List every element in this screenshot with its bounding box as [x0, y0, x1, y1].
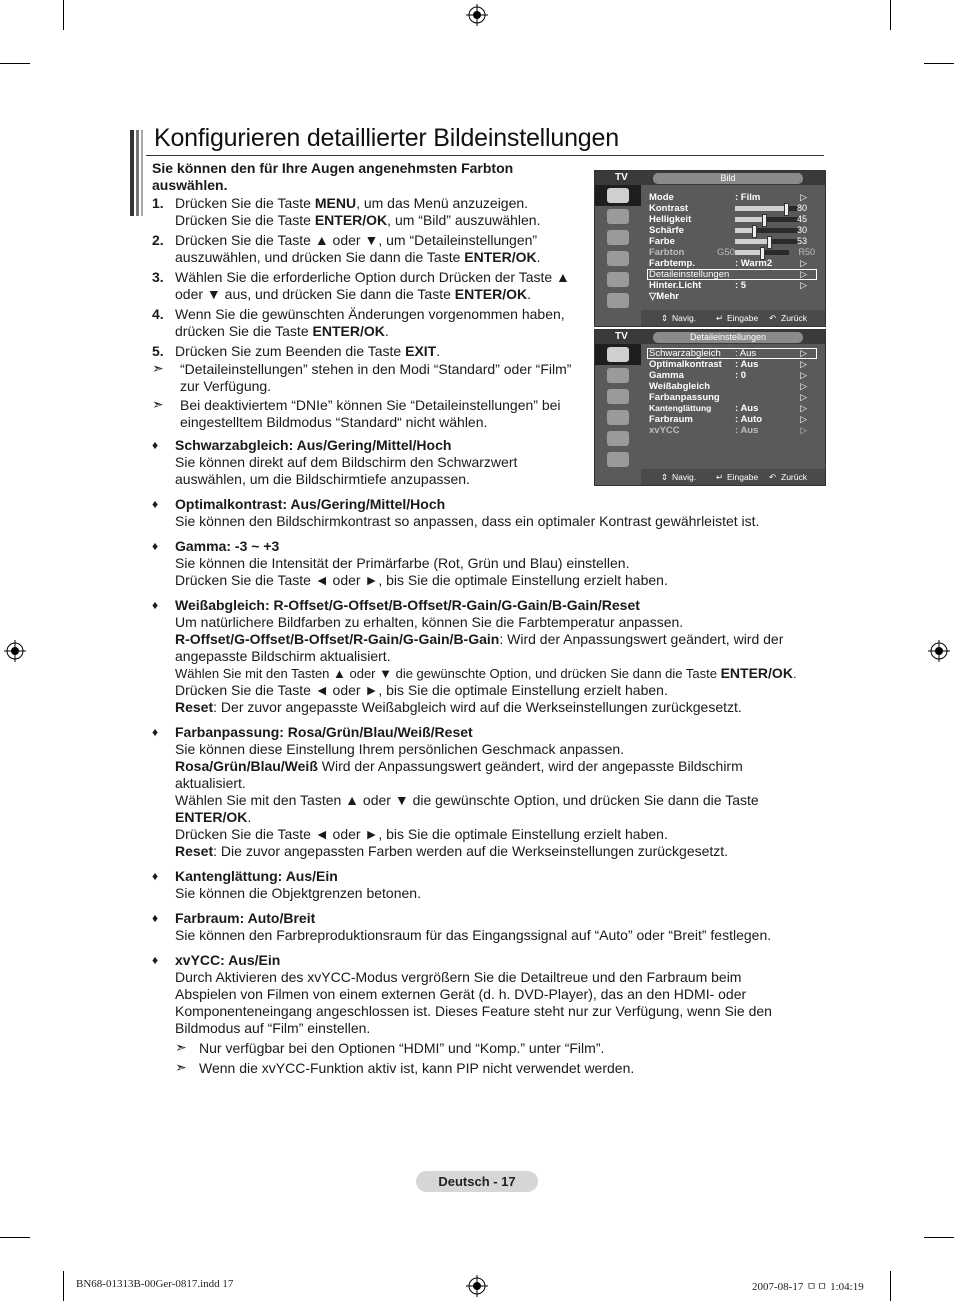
footer-file: BN68-01313B-00Ger-0817.indd 17 — [76, 1278, 234, 1290]
menu-row-optimalkontrast[interactable] — [647, 359, 817, 370]
bullet-list — [152, 437, 812, 1085]
step-key: ENTER/OK — [464, 249, 537, 265]
enter-icon: ↵ — [716, 472, 724, 482]
step-key: EXIT — [405, 343, 437, 359]
menu-header: Detaileinstellungen — [653, 332, 803, 343]
menu-row-value: : 5 — [735, 280, 747, 291]
bullet-text — [175, 665, 812, 682]
diamond-icon: ♦ — [152, 869, 159, 883]
bullet-kantenglaettung — [152, 868, 812, 902]
note-text: “Detaileinstellungen” stehen in den Modi “Standard” oder “Film” zur Verfügung. — [180, 361, 572, 394]
step-number: 3. — [152, 269, 164, 285]
bullet-heading: Optimalkontrast: Aus/Gering/Mittel/Hoch — [175, 496, 446, 512]
arrow-right-icon: ▷ — [800, 280, 807, 290]
registration-mark-icon — [928, 640, 950, 662]
bullet-text: Wird der Anpassungswert geändert, wird der angepasste Bildschirm aktualisiert. — [175, 758, 743, 791]
step-number: 2. — [152, 232, 164, 248]
footer-date: 2007-08-17 ㅁㅁ 1:04:19 — [752, 1281, 864, 1293]
menu-row-label: Weißabgleich — [649, 381, 711, 392]
menu-row-number: 45 — [796, 214, 807, 224]
footer-nav-label: Navig. — [672, 472, 697, 482]
crop-mark — [0, 63, 30, 64]
note-arrow-icon: ➣ — [175, 1059, 187, 1075]
crop-mark — [890, 0, 891, 30]
slider-kontrast[interactable] — [735, 206, 799, 211]
bullet-heading: Farbraum: Auto/Breit — [175, 910, 316, 926]
registration-mark-icon — [466, 1275, 488, 1297]
arrow-right-icon: ▷ — [800, 192, 807, 202]
step-text: Drücken Sie zum Beenden die Taste — [175, 343, 406, 359]
bullet-heading: Farbanpassung: Rosa/Grün/Blau/Weiß/Reset — [175, 724, 473, 740]
step-number: 4. — [152, 306, 164, 322]
menu-row-detaileinstellungen[interactable] — [647, 269, 817, 280]
bullet-heading: Kantenglättung: Aus/Ein — [175, 868, 338, 884]
bullet-text — [175, 843, 795, 860]
bullet-heading: Gamma: -3 ~ +3 — [175, 538, 280, 554]
bullet-text: Sie können den Farbreproduktionsraum für das Eingangssignal auf “Auto” oder “Breit” festlegen. — [175, 927, 772, 943]
crop-mark — [890, 1271, 891, 1301]
arrow-right-icon: ▷ — [800, 381, 807, 391]
menu-row-label: ▽Mehr — [649, 291, 680, 302]
slider-farbe[interactable] — [735, 239, 799, 244]
step-text: , um “Bild” auszuwählen. — [387, 212, 541, 228]
bullet-keyword: Rosa/Grün/Blau/Weiß — [175, 758, 318, 774]
step-item — [152, 195, 582, 229]
menu-row-value: : Aus — [735, 425, 759, 436]
bullet-farbanpassung — [152, 724, 795, 860]
bullet-keyword: ENTER/OK — [720, 665, 793, 681]
step-text: Wählen Sie die erforderliche Option durch Drücken der Taste ▲ oder ▼ aus, und drücken Sie dann die Taste — [175, 269, 570, 302]
menu-row-schwarzabgleich[interactable] — [647, 348, 817, 359]
menu-row-value: : Aus — [735, 403, 759, 414]
diamond-icon: ♦ — [152, 497, 159, 511]
bullet-heading: Schwarzabgleich: Aus/Gering/Mittel/Hoch — [175, 437, 452, 453]
menu-row-helligkeit[interactable] — [647, 214, 817, 225]
bullet-schwarzabgleich — [152, 437, 575, 488]
bullet-text: . — [247, 809, 252, 825]
diamond-icon: ♦ — [152, 598, 159, 612]
menu-row-kontrast[interactable] — [647, 203, 817, 214]
menu-row-mode[interactable] — [647, 192, 817, 203]
step-item — [152, 306, 582, 340]
menu-row-weissabgleich[interactable] — [647, 381, 817, 392]
title-decoration — [130, 130, 144, 216]
crop-mark — [0, 1237, 30, 1238]
footer-nav-label: Navig. — [672, 313, 697, 323]
bullet-keyword: ENTER/OK — [175, 809, 248, 825]
bullet-text: Durch Aktivieren des xvYCC-Modus vergrößern Sie die Detailtreue und den Farbraum beim Abspielen von Filmen von einem externen Gerät (d. h. DVD-Player), das an den HDMI- oder Komponenteneingang angeschlossen ist. Dieses Feature steht nur zur Verfügung, wenn Sie den Bildmodus auf “Film” einstellen. — [175, 969, 772, 1036]
step-number: 5. — [152, 343, 164, 359]
menu-row-mehr[interactable] — [647, 291, 817, 302]
channel-icon[interactable] — [595, 386, 641, 407]
bullet-text: Sie können die Intensität der Primärfarbe (Rot, Grün und Blau) einstellen. — [175, 555, 630, 571]
slider-helligkeit[interactable] — [735, 217, 799, 222]
arrow-right-icon: ▷ — [800, 258, 807, 268]
menu-row-farbton[interactable] — [647, 247, 817, 258]
menu-topbar — [595, 171, 825, 185]
bullet-xvycc — [152, 952, 785, 1077]
bullet-text: Sie können diese Einstellung Ihrem persönlichen Geschmack anpassen. — [175, 741, 625, 757]
menu-row-label: Farbraum — [649, 414, 693, 425]
step-item — [152, 343, 582, 360]
menu-row-value: : Aus — [735, 348, 757, 359]
menu-row-number: 80 — [796, 203, 807, 213]
menu-row-label: Farbtemp. — [649, 258, 695, 269]
sound-icon[interactable] — [595, 365, 641, 386]
footer-enter-label: Eingabe — [727, 472, 759, 482]
page-title: Konfigurieren detaillierter Bildeinstellungen — [154, 124, 619, 152]
title-rule — [146, 155, 824, 156]
menu-row-label: Gamma — [649, 370, 684, 381]
arrow-right-icon: ▷ — [800, 359, 807, 369]
menu-header: Bild — [653, 173, 803, 184]
note-item — [152, 361, 582, 395]
menu-row-label: Farbton — [649, 247, 685, 258]
note-text: Bei deaktiviertem “DNIe” können Sie “Detaileinstellungen” bei eingestelltem Bildmodus “Standard“ nicht wählen. — [180, 397, 561, 430]
registration-mark-icon — [466, 4, 488, 26]
steps-list — [152, 195, 582, 433]
step-text: , um das Menü anzuzeigen. Drücken Sie die Taste — [175, 195, 529, 228]
note-arrow-icon: ➣ — [175, 1039, 187, 1055]
menu-row-label: xvYCC — [649, 425, 680, 436]
enter-icon: ↵ — [716, 313, 724, 323]
slider-schaerfe[interactable] — [735, 228, 799, 233]
menu-row-farbtemp[interactable] — [647, 258, 817, 269]
nav-icon: ⇕ — [661, 313, 669, 323]
step-text: . — [436, 343, 441, 359]
menu-row-farbraum[interactable] — [647, 414, 817, 425]
tv-menu-bild — [594, 170, 826, 327]
menu-row-value: : 0 — [735, 370, 747, 381]
return-icon: ↶ — [769, 313, 777, 323]
menu-row-kantenglaettung[interactable] — [647, 403, 817, 414]
bullet-text: : Der zuvor angepasste Weißabgleich wird auf die Werkseinstellungen zurückgesetzt. — [213, 699, 742, 715]
menu-row-value: G50 — [717, 247, 735, 258]
menu-row-label: Detaileinstellungen — [649, 269, 730, 280]
menu-row-hinterlicht[interactable] — [647, 280, 817, 291]
menu-row-schaerfe[interactable] — [647, 225, 817, 236]
step-item — [152, 269, 582, 303]
menu-row-value: : Film — [735, 192, 761, 203]
arrow-right-icon: ▷ — [800, 403, 807, 413]
step-key: ENTER/OK — [454, 286, 528, 302]
menu-row-value: : Auto — [735, 414, 763, 425]
arrow-right-icon: ▷ — [800, 392, 807, 402]
bullet-text: . — [792, 666, 797, 681]
note-item — [152, 397, 582, 431]
step-text: . — [527, 286, 532, 302]
menu-rows — [647, 192, 817, 302]
crop-mark — [924, 1237, 954, 1238]
pip-icon[interactable] — [595, 290, 641, 311]
menu-row-number: 53 — [796, 236, 807, 246]
menu-row-label: Helligkeit — [649, 214, 692, 225]
arrow-right-icon: ▷ — [800, 370, 807, 380]
arrow-right-icon: ▷ — [800, 269, 807, 279]
crop-mark — [63, 0, 64, 30]
arrow-right-icon: ▷ — [800, 425, 807, 435]
registration-mark-icon — [4, 640, 26, 662]
menu-row-label: Hinter.Licht — [649, 280, 702, 291]
picture-icon[interactable] — [595, 344, 641, 365]
menu-row-number: R50 — [798, 247, 815, 257]
menu-rows — [647, 348, 817, 436]
bullet-text: Wählen Sie mit den Tasten ▲ oder ▼ die gewünschte Option, und drücken Sie dann die Taste — [175, 792, 759, 808]
menu-row-label: Kantenglättung — [649, 403, 712, 413]
bullet-text: Drücken Sie die Taste ◄ oder ►, bis Sie die optimale Einstellung erzielt haben. — [175, 572, 668, 588]
step-key: ENTER/OK — [314, 212, 388, 228]
menu-row-xvycc[interactable] — [647, 425, 817, 436]
note-item — [175, 1040, 785, 1057]
footer-back-label: Zurück — [781, 313, 807, 323]
step-number: 1. — [152, 195, 164, 211]
bullet-text: Sie können direkt auf dem Bildschirm den Schwarzwert auswählen, um die Bildschirmtiefe anzupassen. — [175, 454, 518, 487]
bullet-text: Sie können den Bildschirmkontrast so anpassen, dass ein optimaler Kontrast gewährleistet ist. — [175, 513, 760, 529]
note-arrow-icon: ➣ — [152, 396, 164, 412]
menu-tv-label: TV — [615, 172, 628, 183]
bullet-text: Drücken Sie die Taste ◄ oder ►, bis Sie die optimale Einstellung erzielt haben. — [175, 682, 668, 698]
bullet-text — [175, 758, 795, 792]
diamond-icon: ♦ — [152, 953, 159, 967]
setup-icon[interactable] — [595, 248, 641, 269]
menu-row-label: Schwarzabgleich — [649, 348, 721, 359]
bullet-heading: xvYCC: Aus/Ein — [175, 952, 281, 968]
menu-row-label: Farbe — [649, 236, 675, 247]
menu-row-value: : Warm2 — [735, 258, 773, 269]
bullet-keyword: Reset — [175, 699, 214, 715]
step-key: ENTER/OK — [312, 323, 385, 339]
bullet-text — [175, 792, 795, 826]
footer-enter-label: Eingabe — [727, 313, 759, 323]
bullet-text: : Wird der Anpassungswert geändert, wird der angepasste Bildschirm aktualisiert. — [175, 631, 784, 664]
menu-row-farbe[interactable] — [647, 236, 817, 247]
menu-footer — [641, 310, 825, 326]
bullet-text: Wählen Sie mit den Tasten ▲ oder ▼ die gewünschte Option, und drücken Sie dann die Taste — [175, 666, 721, 681]
diamond-icon: ♦ — [152, 539, 159, 553]
bullet-text: Sie können die Objektgrenzen betonen. — [175, 885, 421, 901]
menu-row-gamma[interactable] — [647, 370, 817, 381]
bullet-keyword: Reset — [175, 843, 214, 859]
menu-row-label: Schärfe — [649, 225, 684, 236]
note-arrow-icon: ➣ — [152, 360, 164, 376]
channel-icon[interactable] — [595, 227, 641, 248]
bullet-text — [175, 631, 812, 665]
menu-row-value: : Aus — [735, 359, 759, 370]
bullet-gamma — [152, 538, 812, 589]
menu-row-label: Mode — [649, 192, 674, 203]
bullet-text: : Die zuvor angepassten Farben werden auf die Werkseinstellungen zurückgesetzt. — [213, 843, 729, 859]
menu-row-label: Farbanpassung — [649, 392, 720, 403]
diamond-icon: ♦ — [152, 725, 159, 739]
step-text: . — [536, 249, 541, 265]
crop-mark — [924, 63, 954, 64]
sound-icon[interactable] — [595, 206, 641, 227]
note-text: Nur verfügbar bei den Optionen “HDMI” und “Komp.” unter “Film”. — [199, 1040, 605, 1056]
menu-tv-label: TV — [615, 331, 628, 342]
picture-icon[interactable] — [595, 185, 641, 206]
diamond-icon: ♦ — [152, 438, 159, 452]
note-item — [175, 1060, 785, 1077]
return-icon: ↶ — [769, 472, 777, 482]
menu-row-label: Optimalkontrast — [649, 359, 722, 370]
step-text: Drücken Sie die Taste — [175, 195, 315, 211]
menu-row-farbanpassung[interactable] — [647, 392, 817, 403]
step-text: . — [384, 323, 389, 339]
menu-row-number: 30 — [796, 225, 807, 235]
bullet-text: Um natürlichere Bildfarben zu erhalten, können Sie die Farbtemperatur anpassen. — [175, 614, 684, 630]
nav-icon: ⇕ — [661, 472, 669, 482]
menu-sidebar — [595, 185, 641, 310]
page-number-badge: Deutsch - 17 — [416, 1171, 538, 1192]
menu-topbar — [595, 330, 825, 344]
bullet-farbraum — [152, 910, 812, 944]
input-icon[interactable] — [595, 269, 641, 290]
bullet-weissabgleich — [152, 597, 812, 716]
intro-text: Sie können den für Ihre Augen angenehmsten Farbton auswählen. — [152, 160, 514, 193]
bullet-text — [175, 699, 812, 716]
step-item — [152, 232, 582, 266]
arrow-right-icon: ▷ — [800, 414, 807, 424]
menu-row-label: Kontrast — [649, 203, 689, 214]
arrow-right-icon: ▷ — [800, 348, 807, 358]
step-key: MENU — [314, 195, 357, 211]
setup-icon[interactable] — [595, 407, 641, 428]
note-text: Wenn die xvYCC-Funktion aktiv ist, kann PIP nicht verwendet werden. — [199, 1060, 635, 1076]
slider-farbton[interactable] — [735, 250, 789, 255]
footer-back-label: Zurück — [781, 472, 807, 482]
diamond-icon: ♦ — [152, 911, 159, 925]
crop-mark — [63, 1271, 64, 1301]
bullet-keyword: R-Offset/G-Offset/B-Offset/R-Gain/G-Gain/B-Gain — [175, 631, 500, 647]
bullet-optimalkontrast — [152, 496, 812, 530]
bullet-text: Drücken Sie die Taste ◄ oder ►, bis Sie die optimale Einstellung erzielt haben. — [175, 826, 668, 842]
bullet-heading: Weißabgleich: R-Offset/G-Offset/B-Offset/R-Gain/G-Gain/B-Gain/Reset — [175, 597, 640, 613]
step-text: Drücken Sie die Taste ▲ oder ▼, um “Detaileinstellungen” auszuwählen, und drücken Sie dann die Taste — [175, 232, 538, 265]
step-text: Wenn Sie die gewünschten Änderungen vorgenommen haben, drücken Sie die Taste — [175, 306, 565, 339]
